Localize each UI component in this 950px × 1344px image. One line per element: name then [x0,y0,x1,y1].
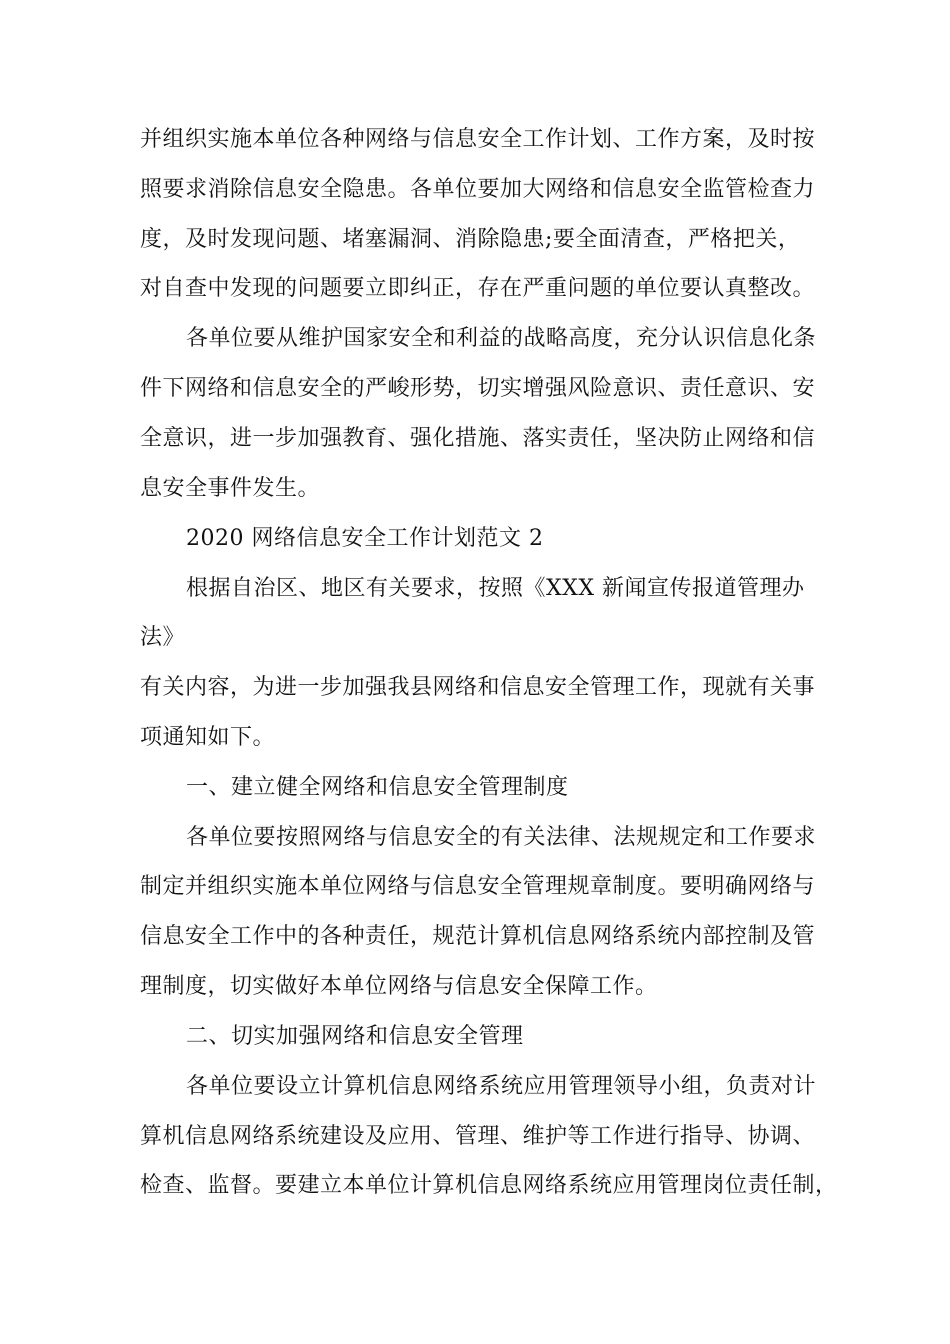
body-text-line: 制定并组织实施本单位网络与信息安全管理规章制度。要明确网络与 [140,874,816,899]
paragraph-first-line: 根据自治区、地区有关要求，按照《XXX 新闻宣传报道管理办 [186,576,805,601]
body-text-line: 理制度，切实做好本单位网络与信息安全保障工作。 [140,974,658,999]
body-text-line: 信息安全工作中的各种责任，规范计算机信息网络系统内部控制及管 [140,924,816,949]
body-text-line: 度，及时发现问题、堵塞漏洞、消除隐患;要全面清查，严格把关， [140,227,801,252]
body-text-line: 检查、监督。要建立本单位计算机信息网络系统应用管理岗位责任制， [140,1173,838,1198]
body-text-line: 件下网络和信息安全的严峻形势，切实增强风险意识、责任意识、安 [140,376,816,401]
section-heading: 一、建立健全网络和信息安全管理制度 [186,775,569,800]
body-text-line: 照要求消除信息安全隐患。各单位要加大网络和信息安全监管检查力 [140,177,816,202]
body-text-line: 并组织实施本单位各种网络与信息安全工作计划、工作方案，及时按 [140,127,816,152]
body-text-line: 法》 [140,625,186,650]
section-title: 2020 网络信息安全工作计划范文 2 [186,526,544,551]
body-text-line: 算机信息网络系统建设及应用、管理、维护等工作进行指导、协调、 [140,1124,816,1149]
body-text-line: 项通知如下。 [140,725,276,750]
paragraph-first-line: 各单位要按照网络与信息安全的有关法律、法规规定和工作要求 [186,825,817,850]
paragraph-first-line: 各单位要从维护国家安全和利益的战略高度，充分认识信息化条 [186,326,817,351]
body-text-line: 息安全事件发生。 [140,476,321,501]
body-text-line: 有关内容，为进一步加强我县网络和信息安全管理工作，现就有关事 [140,675,816,700]
section-heading: 二、切实加强网络和信息安全管理 [186,1024,524,1049]
body-text-line: 全意识，进一步加强教育、强化措施、落实责任，坚决防止网络和信 [140,426,816,451]
paragraph-first-line: 各单位要设立计算机信息网络系统应用管理领导小组，负责对计 [186,1074,817,1099]
body-text-line: 对自查中发现的问题要立即纠正，存在严重问题的单位要认真整改。 [140,276,816,301]
